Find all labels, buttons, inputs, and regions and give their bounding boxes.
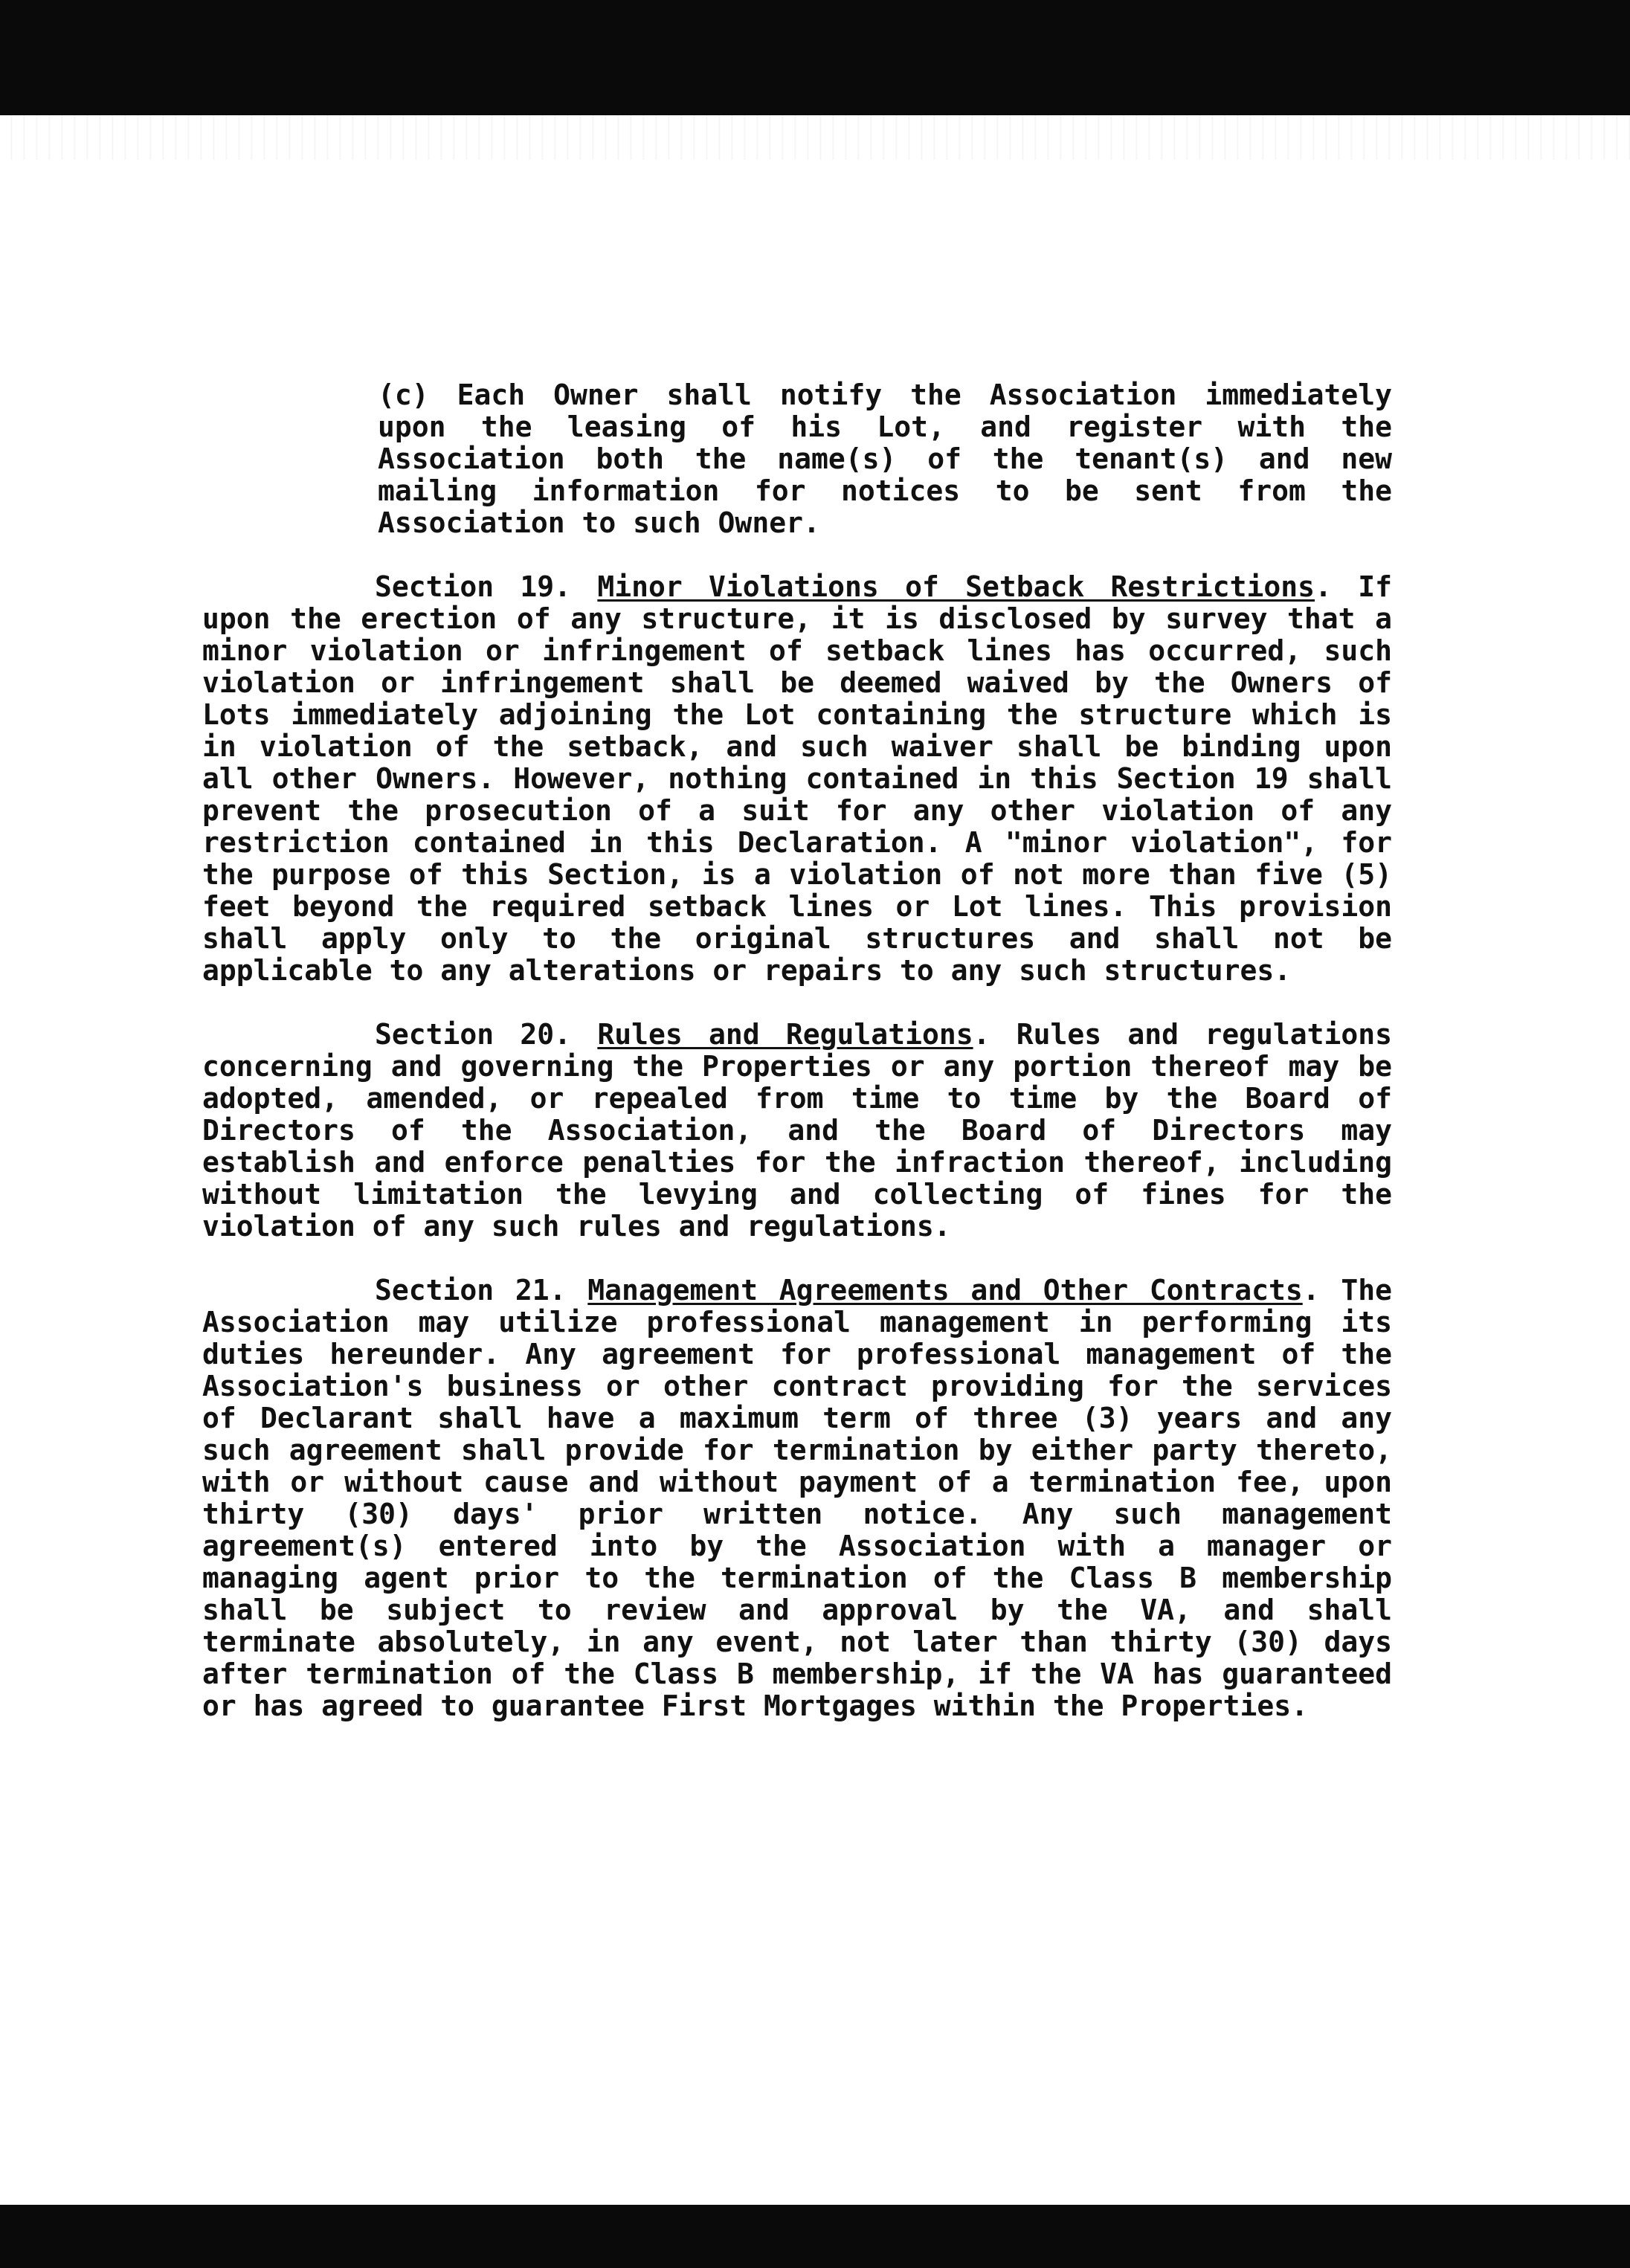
section-20-body: . Rules and regulations concerning and governing the Properties or any portion thereof may be adopted, amended, or repealed from time to time by the Board of Directors of the Association, and the Board of Directors may establish and enforce penalties for the infraction thereof, including without limitation the levying and collecting of fines for the violation of any such rules and regulations. <box>202 1018 1392 1243</box>
section-19-body: . If upon the erection of any structure, it is disclosed by survey that a minor violation or infringement of setback lines has occurred, such violation or infringement shall be deemed waived by the Owners of Lots immediately adjoining the Lot containing the structure which is in violation of the setback, and such waiver shall be binding upon all other Owners. However, nothing contained in this Section 19 shall prevent the prosecution of a suit for any other violation of any restriction contained in this Declaration. A "minor violation", for the purpose of this Section, is a violation of not more than five (5) feet beyond the required setback lines or Lot lines. This provision shall apply only to the original structures and shall not be applicable to any alterations or repairs to any such structures. <box>202 570 1392 987</box>
document-body <box>202 379 1392 1722</box>
section-21-body: . The Association may utilize professional management in performing its duties hereunder. Any agreement for professional management of the Association's business or other contract providing for the services of Declarant shall have a maximum term of three (3) years and any such agreement shall provide for termination by either party thereto, with or without cause and without payment of a termination fee, upon thirty (30) days' prior written notice. Any such management agreement(s) entered into by the Association with a manager or managing agent prior to the termination of the Class B membership shall be subject to review and approval by the VA, and shall terminate absolutely, in any event, not later than thirty (30) days after termination of the Class B membership, if the VA has guaranteed or has agreed to guarantee First Mortgages within the Properties. <box>202 1274 1392 1722</box>
paragraph-c: (c) Each Owner shall notify the Association immediately upon the leasing of his Lot, and register with the Association both the name(s) of the tenant(s) and new mailing information for notices to be sent from the Association to such Owner. <box>378 378 1392 539</box>
section-21-label: Section 21. <box>375 1274 567 1307</box>
section-19 <box>202 571 1392 987</box>
document-page <box>0 115 1630 2205</box>
section-20-label: Section 20. <box>375 1018 572 1051</box>
section-19-heading: Minor Violations of Setback Restrictions <box>597 570 1315 603</box>
section-20-heading: Rules and Regulations <box>597 1018 973 1051</box>
scan-border-bottom <box>0 2205 1630 2268</box>
section-19-label: Section 19. <box>375 570 572 603</box>
section-21 <box>202 1275 1392 1722</box>
section-21-heading: Management Agreements and Other Contracts <box>587 1274 1303 1307</box>
scan-border-top <box>0 0 1630 115</box>
section-20 <box>202 1019 1392 1243</box>
